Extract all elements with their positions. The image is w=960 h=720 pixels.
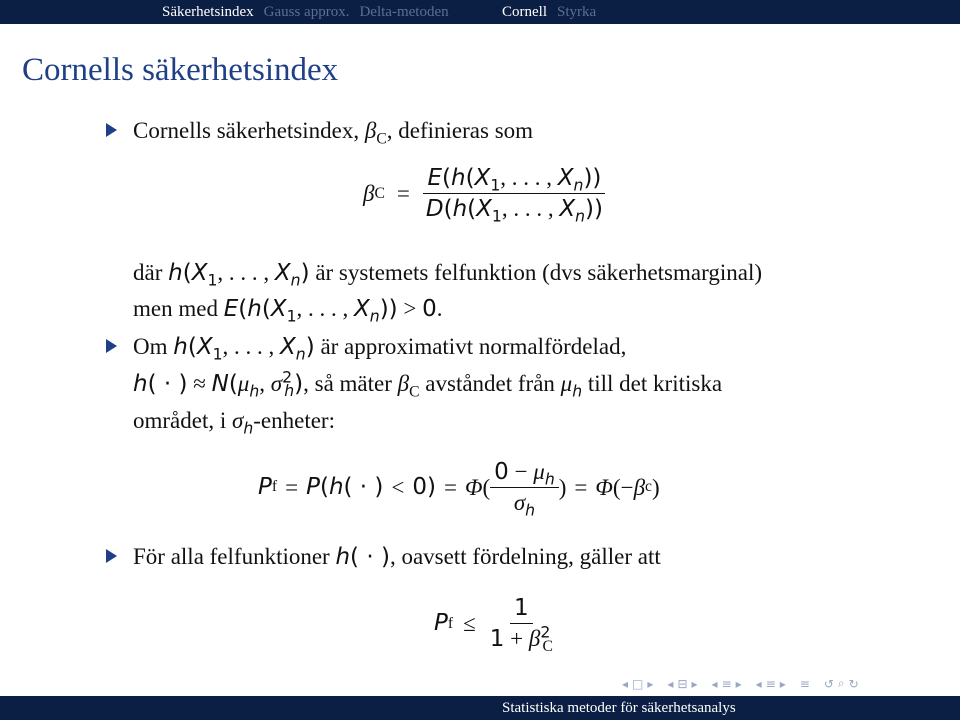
formula-pf-fraction bbox=[490, 459, 559, 520]
formula-bound: P f ≤ $\frac{1}{1 + \beta^2_C}$ bbox=[434, 596, 557, 651]
beta-c-symbol: β bbox=[364, 118, 377, 143]
nav-link-delta-metoden[interactable]: Delta-metoden bbox=[359, 3, 449, 20]
beta-c-subscript: C bbox=[376, 130, 387, 148]
where-tail: är systemets felfunktion (dvs säkerhetsmarginal) bbox=[315, 260, 762, 285]
bullet-1-text bbox=[133, 118, 534, 148]
nav-link-styrka[interactable]: Styrka bbox=[557, 3, 597, 20]
omradet-label: området, i bbox=[133, 408, 227, 433]
formula-bound-fraction bbox=[486, 595, 557, 656]
top-nav-left bbox=[0, 0, 480, 24]
bullet-2-line-2: h( · ) ≈ $N(\mu_h$, $\sigma^2_h$), så mäter $\beta_C$ avståndet från $\mu_h$ till det kritiska bbox=[133, 367, 723, 401]
prev-subsection-icon[interactable]: ◂ bbox=[667, 676, 674, 691]
formula-equals: = bbox=[396, 181, 410, 206]
next-section-icon[interactable]: ▸ bbox=[735, 676, 742, 691]
om-label: Om bbox=[133, 334, 168, 359]
formula-pf-numerator: $0 - \mu_h$ bbox=[490, 460, 559, 488]
formula-bound-denominator: $1 + \beta^2_C$ bbox=[489, 622, 553, 656]
formula-denominator: $D(h(X_1$, . . . , $X_n$)) bbox=[425, 196, 603, 226]
search-icon[interactable]: ⌕ bbox=[837, 676, 845, 690]
where-line-1: där $h(X_1$, . . . , $X_n$) är systemets felfunktion (dvs säkerhetsmarginal) bbox=[133, 260, 762, 290]
document-icon[interactable]: ≡ bbox=[765, 676, 776, 691]
next-frame-icon[interactable]: ▸ bbox=[647, 676, 654, 691]
footer-title: Statistiska metoder för säkerhetsanalys bbox=[502, 699, 736, 716]
next-document-icon[interactable]: ▸ bbox=[779, 676, 786, 691]
redo-icon[interactable]: ↻ bbox=[848, 676, 859, 691]
prev-section-icon[interactable]: ◂ bbox=[711, 676, 718, 691]
slide-icon[interactable]: ≡ bbox=[799, 676, 810, 691]
where-line-2: men med $E(h(X_1$, . . . , $X_n)) > 0$. bbox=[133, 296, 443, 326]
top-nav-right bbox=[480, 0, 960, 24]
section-icon[interactable]: ≡ bbox=[721, 676, 732, 691]
men-med-label: men med bbox=[133, 296, 218, 321]
prev-frame-icon[interactable]: ◂ bbox=[622, 676, 629, 691]
formula-fraction bbox=[422, 165, 607, 226]
frame-title: Cornells säkerhetsindex bbox=[22, 52, 339, 88]
bottom-bar-left bbox=[0, 696, 480, 720]
prev-document-icon[interactable]: ◂ bbox=[755, 676, 762, 691]
till-kritiska-label: till det kritiska bbox=[587, 371, 723, 396]
frame-icon[interactable]: □ bbox=[632, 676, 644, 691]
bottom-bar bbox=[0, 696, 960, 720]
bullet-marker-1 bbox=[106, 123, 117, 137]
bullet-3-text: För alla felfunktioner h( · ), oavsett fördelning, gäller att bbox=[133, 544, 661, 570]
formula-pf-denominator: $\sigma_h$ bbox=[513, 490, 536, 520]
avstandet-label: avståndet från bbox=[425, 371, 555, 396]
bullet-1-tail: , definieras som bbox=[386, 118, 534, 143]
bullet-marker-3 bbox=[106, 549, 117, 563]
bullet-marker-2 bbox=[106, 339, 117, 353]
top-navigation-bar bbox=[0, 0, 960, 24]
undo-icon[interactable]: ↺ bbox=[823, 676, 834, 691]
formula-bound-numerator: 1 bbox=[510, 596, 533, 624]
formula-pf: P f = P ( h ( · ) < 0) = Φ ( $\frac{0 - \mu_h}{\sigma_h}$ ) = Φ ( − β c ) bbox=[258, 459, 660, 520]
nav-link-gauss-approx[interactable]: Gauss approx. bbox=[263, 3, 350, 20]
nav-link-cornell[interactable]: Cornell bbox=[502, 3, 547, 20]
formula-beta-c: β C = $\frac{E(h(X_1, . . . , X_n))}{D(h(X_1, . . . , X_n))}$ bbox=[363, 166, 607, 221]
bullet-1-lead: Cornells säkerhetsindex, bbox=[133, 118, 360, 143]
next-subsection-icon[interactable]: ▸ bbox=[691, 676, 698, 691]
nav-link-sakerhetsindex[interactable]: Säkerhetsindex bbox=[162, 3, 254, 20]
bullet-2-line-3: området, i $\sigma_h$-enheter: bbox=[133, 408, 335, 438]
bottom-bar-right bbox=[480, 696, 960, 720]
formula-beta: β bbox=[363, 181, 375, 206]
enheter-label: -enheter: bbox=[253, 408, 335, 433]
formula-numerator: $E(h(X_1$, . . . , $X_n$)) bbox=[423, 166, 605, 194]
bullet-2-tail: är approximativt normalfördelad, bbox=[320, 334, 627, 359]
bullet-3-lead: För alla felfunktioner bbox=[133, 544, 330, 569]
bullet-2-line-1: Om $h(X_1$, . . . , $X_n$) är approximativt normalfördelad, bbox=[133, 334, 627, 364]
where-label: där bbox=[133, 260, 163, 285]
sa-mater-label: , så mäter bbox=[303, 371, 392, 396]
bullet-3-tail: , oavsett fördelning, gäller att bbox=[389, 544, 661, 569]
subsection-icon[interactable]: ⊟ bbox=[677, 676, 688, 691]
beamer-navigation-symbols bbox=[622, 676, 859, 691]
